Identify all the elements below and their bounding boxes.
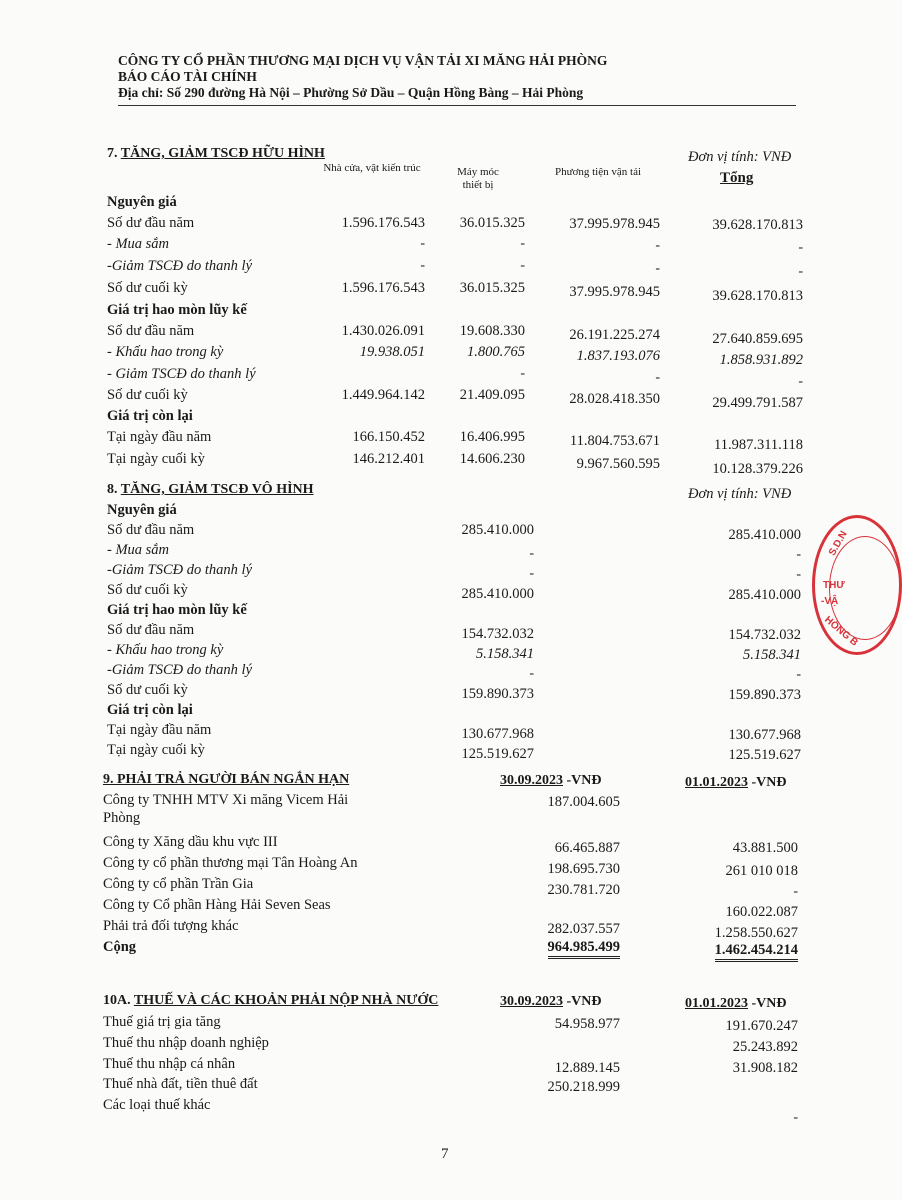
s7-cell-c2: 14.606.230 (459, 451, 525, 467)
s10-cell-1: 12.889.145 (554, 1060, 620, 1076)
s8-cell-total: - (796, 667, 801, 682)
s8-cell-value: 154.732.032 (461, 626, 534, 642)
s7-cell-c2: - (520, 258, 525, 273)
s8-cell-total: 130.677.968 (728, 727, 801, 743)
s9-col1-header (500, 773, 602, 789)
s7-cell-c4: - (798, 374, 803, 389)
s9-total-label: Cộng (103, 939, 137, 955)
s10-row-label: Thuế thu nhập doanh nghiệp (103, 1035, 269, 1051)
s8-cell-value: - (529, 566, 534, 581)
s9-col2-date: 01.01.2023 (685, 775, 748, 790)
s9-cell-1: 66.465.887 (554, 840, 620, 856)
s7-row-label: - Khấu hao trong kỳ (107, 344, 224, 360)
col-header-vehicles: Phương tiện vận tải (554, 166, 642, 178)
s8-row-label: Số dư đầu năm (107, 522, 195, 538)
s9-col2-unit: -VNĐ (748, 775, 787, 790)
s10-row-label: Thuế nhà đất, tiền thuê đất (103, 1076, 258, 1092)
s10-col2-header (685, 996, 787, 1012)
s7-cell-c2: 16.406.995 (459, 429, 525, 445)
s8-row-label: Giá trị hao mòn lũy kế (107, 602, 247, 618)
s8-row-label: Nguyên giá (107, 502, 177, 518)
company-seal (812, 515, 902, 655)
s8-cell-value: 130.677.968 (461, 726, 534, 742)
s7-cell-c3: 37.995.978.945 (569, 216, 660, 232)
section-7-number: 7. (107, 146, 121, 161)
s7-cell-c3: 37.995.978.945 (569, 284, 660, 300)
s7-row-label: - Mua sắm (107, 236, 170, 252)
s10-cell-1: 250.218.999 (547, 1079, 620, 1095)
company-address: Địa chỉ: Số 290 đường Hà Nội – Phường Sở Dầu – Quận Hồng Bàng – Hải Phòng (118, 85, 584, 100)
section-9-title: 9. PHẢI TRẢ NGƯỜI BÁN NGẮN HẠN (103, 772, 350, 787)
s8-cell-value: - (529, 666, 534, 681)
s8-row-label: Tại ngày cuối kỳ (107, 742, 205, 758)
s8-cell-total: 285.410.000 (728, 527, 801, 543)
s9-row-label: Phải trả đối tượng khác (103, 918, 239, 934)
s7-cell-c4: 39.628.170.813 (712, 288, 803, 304)
section-10a-title (103, 993, 438, 1009)
s7-cell-c2: 36.015.325 (459, 280, 525, 296)
s7-row-label: Tại ngày đầu năm (107, 429, 212, 445)
s10-row-label: Các loại thuế khác (103, 1097, 211, 1113)
s10-col1-header (500, 994, 602, 1010)
s9-col1-date: 30.09.2023 (500, 773, 563, 788)
col-header-machinery: Máy móc thiết bị (457, 166, 499, 191)
s9-total-1-value: 964.985.499 (548, 939, 621, 959)
s7-row-label: - Giảm TSCĐ do thanh lý (107, 366, 256, 382)
s8-row-label: Số dư cuối kỳ (107, 582, 188, 598)
s8-cell-total: - (796, 567, 801, 582)
s7-cell-c2: 36.015.325 (459, 215, 525, 231)
s7-row-label: -Giảm TSCĐ do thanh lý (107, 258, 252, 274)
s7-cell-c1: 1.596.176.543 (341, 280, 425, 296)
s8-cell-value: 125.519.627 (461, 746, 534, 762)
seal-text-3: -VẬ (821, 596, 839, 607)
s7-row-label: Nguyên giá (107, 194, 177, 210)
s10-cell-2: - (793, 1110, 798, 1125)
s8-row-label: -Giảm TSCĐ do thanh lý (107, 662, 252, 678)
s7-cell-c1: - (420, 236, 425, 251)
s8-cell-value: - (529, 546, 534, 561)
s8-row-label: Số dư cuối kỳ (107, 682, 188, 698)
s8-row-label: - Khấu hao trong kỳ (107, 642, 224, 658)
s9-row-label: Công ty cổ phần thương mại Tân Hoàng An (103, 855, 358, 871)
s8-cell-total: - (796, 547, 801, 562)
s7-cell-c2: - (520, 236, 525, 251)
s7-cell-c3: 11.804.753.671 (569, 433, 660, 449)
section-10a-number: 10A. (103, 993, 134, 1008)
s8-cell-total: 159.890.373 (728, 687, 801, 703)
s10-row-label: Thuế thu nhập cá nhân (103, 1056, 236, 1072)
s7-cell-c3: 28.028.418.350 (569, 391, 660, 407)
s7-row-label: Giá trị còn lại (107, 408, 193, 424)
s10-col2-unit: -VNĐ (748, 996, 787, 1011)
s8-cell-value: 5.158.341 (476, 646, 534, 662)
section-7-unit: Đơn vị tính: VNĐ (688, 149, 792, 165)
s7-cell-c1: 146.212.401 (352, 451, 425, 467)
s9-row-label: Công ty Cổ phần Hàng Hải Seven Seas (103, 897, 331, 913)
s9-cell-2: 43.881.500 (732, 840, 798, 856)
s7-cell-c3: - (655, 238, 660, 253)
s7-cell-c3: - (655, 261, 660, 276)
s9-row-label: Công ty Xăng dầu khu vực III (103, 834, 278, 850)
s7-cell-c1: 1.596.176.543 (341, 215, 425, 231)
section-8-number: 8. (107, 482, 121, 497)
seal-text-1: S.D.N (826, 529, 850, 558)
s7-cell-c1: - (420, 258, 425, 273)
s8-row-label: -Giảm TSCĐ do thanh lý (107, 562, 252, 578)
col-header-total: Tổng (720, 170, 754, 186)
s7-cell-c4: 10.128.379.226 (712, 461, 803, 477)
s10-row-label: Thuế giá trị gia tăng (103, 1014, 221, 1030)
s7-row-label: Số dư cuối kỳ (107, 387, 188, 403)
s10-col2-date: 01.01.2023 (685, 996, 748, 1011)
s9-cell-1: 198.695.730 (547, 861, 620, 877)
s9-row-label: Phòng (103, 810, 141, 826)
s8-cell-total: 5.158.341 (743, 647, 801, 663)
s7-cell-c3: 1.837.193.076 (576, 348, 660, 364)
section-8-heading: TĂNG, GIẢM TSCĐ VÔ HÌNH (120, 482, 314, 497)
s9-total-2 (648, 942, 798, 959)
s8-cell-total: 285.410.000 (728, 587, 801, 603)
seal-text-2: THƯ (823, 580, 845, 591)
s7-cell-c4: 29.499.791.587 (712, 395, 803, 411)
s7-cell-c4: 11.987.311.118 (713, 437, 803, 453)
s7-cell-c2: 19.608.330 (459, 323, 525, 339)
s7-cell-c1: 19.938.051 (359, 344, 425, 360)
s10-cell-2: 25.243.892 (732, 1039, 798, 1055)
s9-cell-2: 1.258.550.627 (714, 925, 798, 941)
section-8-unit: Đơn vị tính: VNĐ (688, 486, 792, 502)
s7-cell-c2: - (520, 366, 525, 381)
seal-text-4: HỒNG B (822, 614, 860, 649)
s9-cell-1: 282.037.557 (547, 921, 620, 937)
s9-total-2-value: 1.462.454.214 (715, 942, 798, 962)
s7-cell-c4: 1.858.931.892 (719, 352, 803, 368)
section-7-title (107, 146, 325, 162)
company-name: CÔNG TY CỔ PHẦN THƯƠNG MẠI DỊCH VỤ VẬN TẢI XI MĂNG HẢI PHÒNG (118, 53, 608, 68)
s9-cell-2: - (793, 884, 798, 899)
s7-cell-c3: 9.967.560.595 (576, 456, 660, 472)
s7-cell-c1: 1.430.026.091 (341, 323, 425, 339)
page-number: 7 (441, 1146, 449, 1162)
s9-col2-header (685, 775, 787, 791)
s8-row-label: Tại ngày đầu năm (107, 722, 212, 738)
s8-cell-total: 125.519.627 (728, 747, 801, 763)
s7-cell-c4: - (798, 240, 803, 255)
s10-cell-2: 31.908.182 (732, 1060, 798, 1076)
report-title: BÁO CÁO TÀI CHÍNH (118, 69, 257, 84)
s10-col1-date: 30.09.2023 (500, 994, 563, 1009)
s8-cell-value: 159.890.373 (461, 686, 534, 702)
s7-row-label: Giá trị hao mòn lũy kế (107, 302, 247, 318)
header-rule (118, 105, 796, 106)
s8-cell-value: 285.410.000 (461, 586, 534, 602)
s9-total-1 (470, 939, 620, 956)
s8-cell-value: 285.410.000 (461, 522, 534, 538)
s7-cell-c1: 1.449.964.142 (341, 387, 425, 403)
s7-row-label: Số dư đầu năm (107, 323, 195, 339)
s7-row-label: Số dư đầu năm (107, 215, 195, 231)
s9-row-label: Công ty cổ phần Trần Gia (103, 876, 254, 892)
s10-cell-2: 191.670.247 (725, 1018, 798, 1034)
s8-row-label: Giá trị còn lại (107, 702, 193, 718)
s9-row-label: Công ty TNHH MTV Xi măng Vicem Hải (103, 792, 349, 808)
s10-col1-unit: -VNĐ (563, 994, 602, 1009)
s7-cell-c4: 39.628.170.813 (712, 217, 803, 233)
s7-row-label: Số dư cuối kỳ (107, 280, 188, 296)
s10-cell-1: 54.958.977 (554, 1016, 620, 1032)
s7-cell-c2: 21.409.095 (459, 387, 525, 403)
s7-cell-c1: 166.150.452 (352, 429, 425, 445)
section-7-heading: TĂNG, GIẢM TSCĐ HỮU HÌNH (120, 146, 325, 161)
s9-cell-1: 230.781.720 (547, 882, 620, 898)
s7-cell-c4: - (798, 264, 803, 279)
s8-row-label: - Mua sắm (107, 542, 170, 558)
s7-cell-c2: 1.800.765 (467, 344, 525, 360)
s7-row-label: Tại ngày cuối kỳ (107, 451, 205, 467)
s8-row-label: Số dư đầu năm (107, 622, 195, 638)
s9-cell-1: 187.004.605 (547, 794, 620, 810)
s9-cell-2: 261 010 018 (725, 863, 798, 879)
section-10a-heading: THUẾ VÀ CÁC KHOẢN PHẢI NỘP NHÀ NƯỚC (133, 993, 439, 1008)
s9-col1-unit: -VNĐ (563, 773, 602, 788)
s7-cell-c3: - (655, 370, 660, 385)
s7-cell-c3: 26.191.225.274 (569, 327, 660, 343)
col-header-buildings: Nhà cửa, vật kiến trúc (323, 162, 421, 174)
section-8-title (107, 482, 314, 498)
s8-cell-total: 154.732.032 (728, 627, 801, 643)
s9-cell-2: 160.022.087 (725, 904, 798, 920)
s7-cell-c4: 27.640.859.695 (712, 331, 803, 347)
